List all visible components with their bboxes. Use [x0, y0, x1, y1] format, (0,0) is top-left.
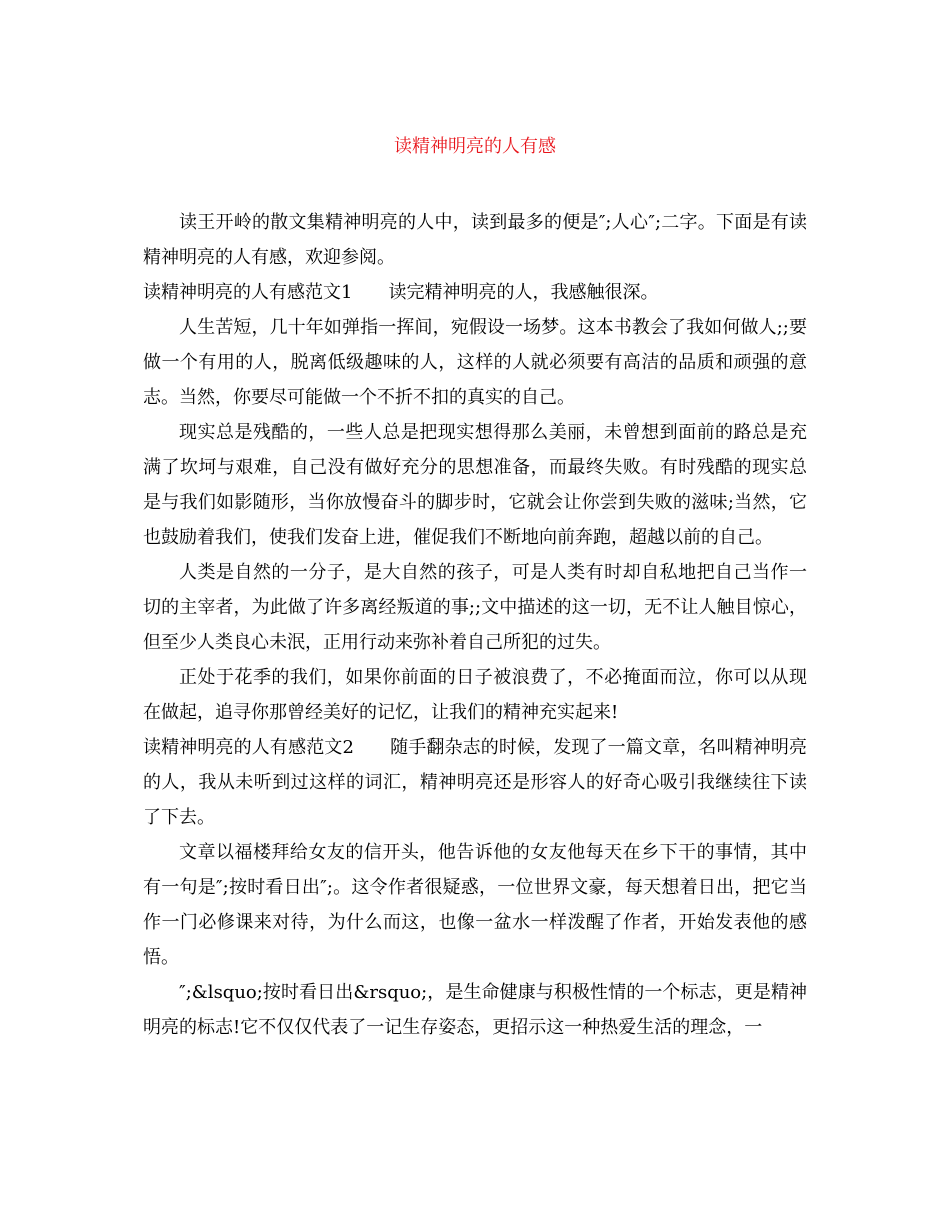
- essay-1-opening: 读完精神明亮的人，我感触很深。: [388, 282, 659, 303]
- paragraph-intro: 读王开岭的散文集精神明亮的人中，读到最多的便是″;人心″;二字。下面是有读精神明亮的人有感，欢迎参阅。: [143, 212, 807, 268]
- paragraph-youth: 正处于花季的我们，如果你前面的日子被浪费了，不必掩面而泣，你可以从现在做起，追寻你那曾经美好的记忆，让我们的精神充实起来!: [143, 667, 807, 723]
- paragraph-reality-cruel: 现实总是残酷的，一些人总是把现实想得那么美丽，未曾想到面前的路总是充满了坎坷与艰难，自己没有做好充分的思想准备，而最终失败。有时残酷的现实总是与我们如影随形，当你放慢奋斗的脚步时，它就会让你尝到失败的滋味;当然，它也鼓励着我们，使我们发奋上进，催促我们不断地向前奔跑，超越以前的自己。: [143, 422, 807, 548]
- document-body: [143, 205, 807, 1045]
- paragraph-essay-2-heading: [143, 730, 807, 835]
- essay-2-heading: 读精神明亮的人有感范文2: [143, 737, 354, 758]
- essay-1-heading: 读精神明亮的人有感范文1: [143, 282, 353, 303]
- essay-2-opening: 随手翻杂志的时候，发现了一篇文章，名叫精神明亮的人，我从未听到过这样的词汇，精神明亮还是形容人的好奇心吸引我继续往下读了下去。: [143, 737, 808, 828]
- paragraph-flaubert-letter: 文章以福楼拜给女友的信开头，他告诉他的女友他每天在乡下干的事情，其中有一句是″;按时看日出″;。这令作者很疑惑，一位世界文豪，每天想着日出，把它当作一门必修课来对待，为什么而这，也像一盆水一样泼醒了作者，开始发表他的感悟。: [143, 842, 807, 968]
- paragraph-sunrise-quote: ″;&lsquo;按时看日出&rsquo;，是生命健康与积极性情的一个标志，更是精神明亮的标志!它不仅仅代表了一记生存姿态，更招示这一种热爱生活的理念，一: [143, 982, 807, 1038]
- paragraph-nature: 人类是自然的一分子，是大自然的孩子，可是人类有时却自私地把自己当作一切的主宰者，为此做了许多离经叛道的事;;文中描述的这一切，无不让人触目惊心，但至少人类良心未泯，正用行动来弥补着自己所犯的过失。: [143, 562, 807, 653]
- paragraph-essay-1-heading: [143, 275, 807, 310]
- document-title: 读精神明亮的人有感: [394, 136, 556, 157]
- paragraph-life-short: 人生苦短，几十年如弹指一挥间，宛假设一场梦。这本书教会了我如何做人;;要做一个有用的人，脱离低级趣味的人，这样的人就必须要有高洁的品质和顽强的意志。当然，你要尽可能做一个不折不扣的真实的自己。: [143, 317, 807, 408]
